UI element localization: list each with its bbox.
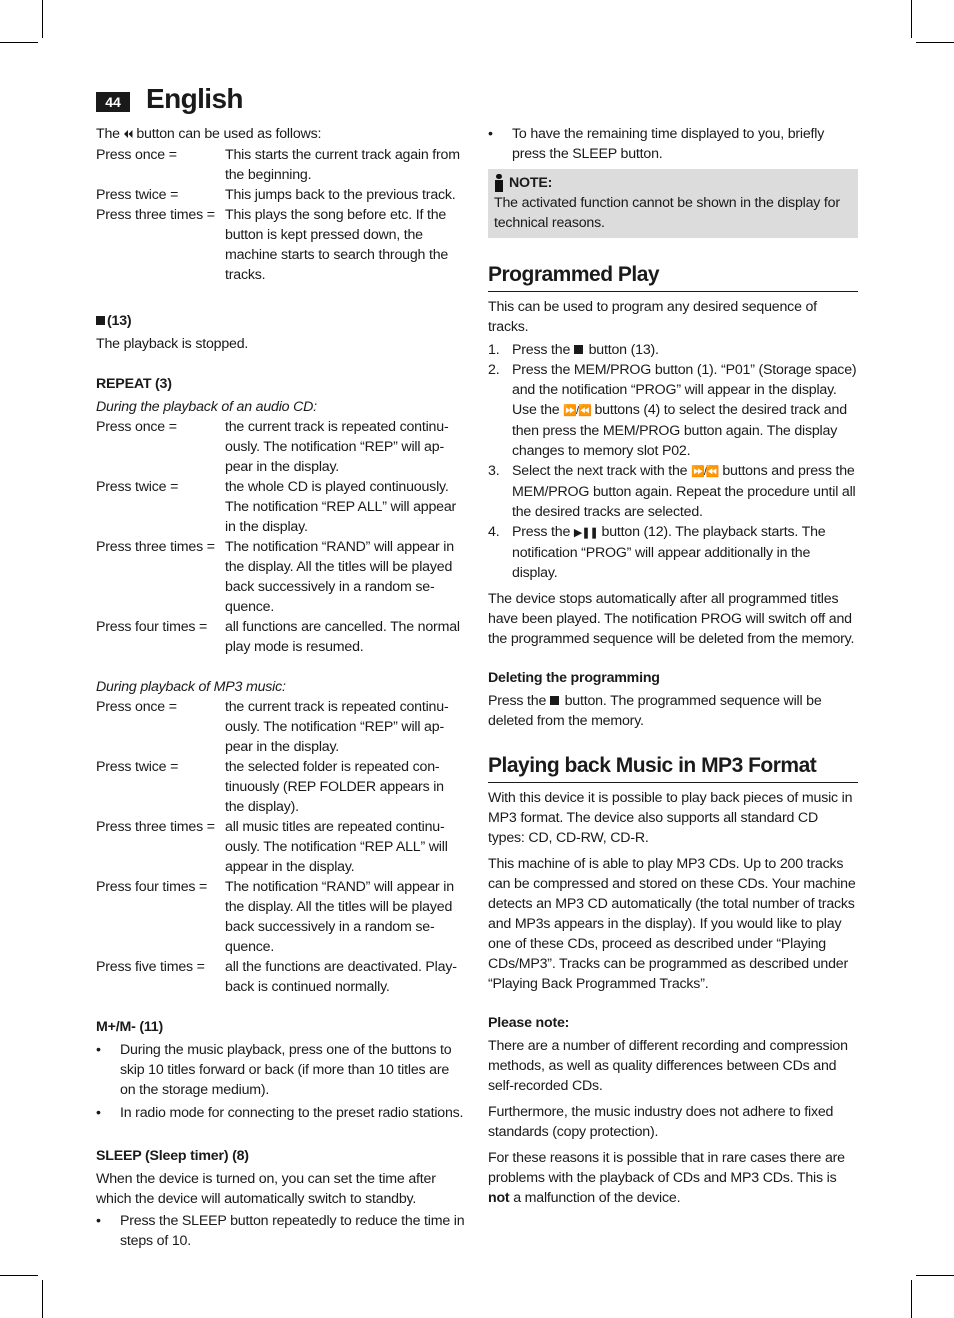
repeat-mp3-table <box>96 697 466 997</box>
repeat-cd-label: During the playback of an audio CD: <box>96 399 317 415</box>
page-number: 44 <box>96 92 130 112</box>
list-item: • During the music playback, press one of the buttons to skip 10 titles forward or back (if more than 10 titles are on the storage medium). <box>96 1042 452 1098</box>
stop-icon <box>550 696 559 705</box>
deleting-heading: Deleting the programming <box>488 670 660 686</box>
stop-heading: (13) <box>96 311 466 331</box>
row-value: This jumps back to the previous track. <box>225 187 456 203</box>
row-value: all the functions are deactivated. Playback is continued normally. <box>225 959 457 995</box>
repeat-cd-table <box>96 417 466 657</box>
repeat-heading: REPEAT (3) <box>96 376 172 392</box>
crop-mark <box>916 42 954 43</box>
list-item: 1. Press the button (13). <box>488 342 659 358</box>
repeat-mp3-label: During playback of MP3 music: <box>96 679 286 695</box>
mp3-paragraph: This machine of is able to play MP3 CDs. Up to 200 tracks can be compressed and stored on these CDs. Your machine detects an MP3 CD automatically (the total number of tracks and MP3s appears in the display). If you would like to play one of these CDs, proceed as described under “Playing CDs/MP3”. Tracks can be programmed as described under “Playing Back Programmed Tracks”. <box>488 856 856 992</box>
row-value: This plays the song before etc. If the button is kept pressed down, the machine starts to search through the tracks. <box>225 207 449 283</box>
row-label: Press three times = <box>96 539 215 555</box>
row-label: Press five times = <box>96 959 205 975</box>
please-paragraph: For these reasons it is possible that in rare cases there are problems with the playback of CDs and MP3 CDs. This is not a malfunction of the device. <box>488 1150 845 1206</box>
row-label: Press once = <box>96 147 177 163</box>
table-row <box>96 477 466 537</box>
table-row <box>96 697 466 757</box>
stop-icon <box>96 316 105 325</box>
stop-text: The playback is stopped. <box>96 336 249 352</box>
play-pause-icon: ▶❚❚ <box>573 527 598 539</box>
prog-steps-list <box>488 340 858 583</box>
crop-mark <box>0 1275 38 1276</box>
table-row <box>96 205 466 285</box>
row-value: the current track is repeated continuously. The notification “REP” will appear in the display. <box>225 699 449 755</box>
please-note-heading: Please note: <box>488 1015 570 1031</box>
row-label: Press three times = <box>96 207 215 223</box>
list-item: 2. Press the MEM/PROG button (1). “P01” (Storage space) and the notification “PROG” will appear in the display. Use the ⏩/⏪ buttons (4) to select the desired track and then press the MEM/PROG button again. The display changes to memory slot P02. <box>488 362 857 459</box>
row-label: Press twice = <box>96 187 179 203</box>
row-value: the selected folder is repeated continuously (REP FOLDER appears in the display). <box>225 759 444 815</box>
list-item: • Press the SLEEP button repeatedly to reduce the time in steps of 10. <box>96 1213 465 1249</box>
table-row <box>96 145 466 185</box>
prog-intro: This can be used to program any desired sequence of tracks. <box>488 299 817 335</box>
please-paragraph: Furthermore, the music industry does not adhere to fixed standards (copy protection). <box>488 1104 834 1140</box>
mp3-paragraph: With this device it is possible to play back pieces of music in MP3 format. The device also supports all standard CD types: CD, CD-RW, CD-R. <box>488 790 853 846</box>
list-item: 3. Select the next track with the ⏩/⏪ buttons and press the MEM/PROG button again. Repeat the procedure until all the desired tracks are selected. <box>488 463 856 520</box>
row-value: the whole CD is played continuously. The notification “REP ALL” will appear in the display. <box>225 479 457 535</box>
row-label: Press twice = <box>96 479 179 495</box>
crop-mark <box>916 1275 954 1276</box>
prog-after: The device stops automatically after all programmed titles have been played. The notification PROG will switch off and the programmed sequence will be deleted from the memory. <box>488 591 855 647</box>
note-title: NOTE: <box>509 175 553 191</box>
crop-mark <box>42 0 43 38</box>
skip-back-icon: ⏴⏴ <box>123 129 133 141</box>
skip-forward-back-icon: ⏩/⏪ <box>563 405 591 417</box>
table-row <box>96 757 466 817</box>
note-box <box>488 169 858 238</box>
row-value: This starts the current track again from the beginning. <box>225 147 460 183</box>
row-label: Press four times = <box>96 879 208 895</box>
crop-mark <box>911 1280 912 1318</box>
row-value: all functions are cancelled. The normal play mode is resumed. <box>225 619 460 655</box>
sleep-bullet-list <box>96 1211 466 1251</box>
back-intro: The ⏴⏴ button can be used as follows: <box>96 126 322 142</box>
programmed-play-heading: Programmed Play <box>488 261 858 292</box>
sleep-heading: SLEEP (Sleep timer) (8) <box>96 1148 249 1164</box>
crop-mark <box>42 1280 43 1318</box>
please-paragraph: There are a number of different recording and compression methods, as well as quality differences between CDs and self-recorded CDs. <box>488 1038 848 1094</box>
left-column <box>96 124 466 1254</box>
right-column <box>488 124 858 1208</box>
note-text: The activated function cannot be shown in the display for technical reasons. <box>494 195 840 231</box>
row-label: Press twice = <box>96 759 179 775</box>
crop-mark <box>911 0 912 38</box>
sleep-text: When the device is turned on, you can set the time after which the device will automatically switch to standby. <box>96 1171 436 1207</box>
table-row <box>96 617 466 657</box>
table-row <box>96 877 466 957</box>
row-value: the current track is repeated continuously. The notification “REP” will appear in the display. <box>225 419 449 475</box>
info-icon <box>494 174 504 192</box>
list-item: 4. Press the ▶❚❚ button (12). The playback starts. The notification “PROG” will appear additionally in the display. <box>488 524 826 581</box>
row-value: The notification “RAND” will appear in the display. All the titles will be played back successively in a random sequence. <box>225 879 454 955</box>
deleting-text: Press the button. The programmed sequence will be deleted from the memory. <box>488 693 822 729</box>
crop-mark <box>0 42 38 43</box>
mp3-heading: Playing back Music in MP3 Format <box>488 752 858 783</box>
table-row <box>96 417 466 477</box>
stop-icon <box>574 345 583 354</box>
row-label: Press once = <box>96 419 177 435</box>
row-label: Press three times = <box>96 819 215 835</box>
table-row <box>96 957 466 997</box>
row-value: all music titles are repeated continuously. The notification “REP ALL” will appear in the display. <box>225 819 448 875</box>
back-button-table <box>96 145 466 285</box>
page-title: English <box>146 83 243 114</box>
list-item: • In radio mode for connecting to the preset radio stations. <box>96 1105 464 1121</box>
table-row <box>96 185 466 205</box>
row-value: The notification “RAND” will appear in the display. All the titles will be played back successively in a random sequence. <box>225 539 454 615</box>
table-row <box>96 817 466 877</box>
table-row <box>96 537 466 617</box>
skip-forward-back-icon: ⏩/⏪ <box>691 466 719 478</box>
mm-heading: M+/M- (11) <box>96 1019 163 1035</box>
mm-bullet-list <box>96 1040 466 1123</box>
row-label: Press once = <box>96 699 177 715</box>
row-label: Press four times = <box>96 619 208 635</box>
list-item: • To have the remaining time displayed to you, briefly press the SLEEP button. <box>488 126 825 162</box>
